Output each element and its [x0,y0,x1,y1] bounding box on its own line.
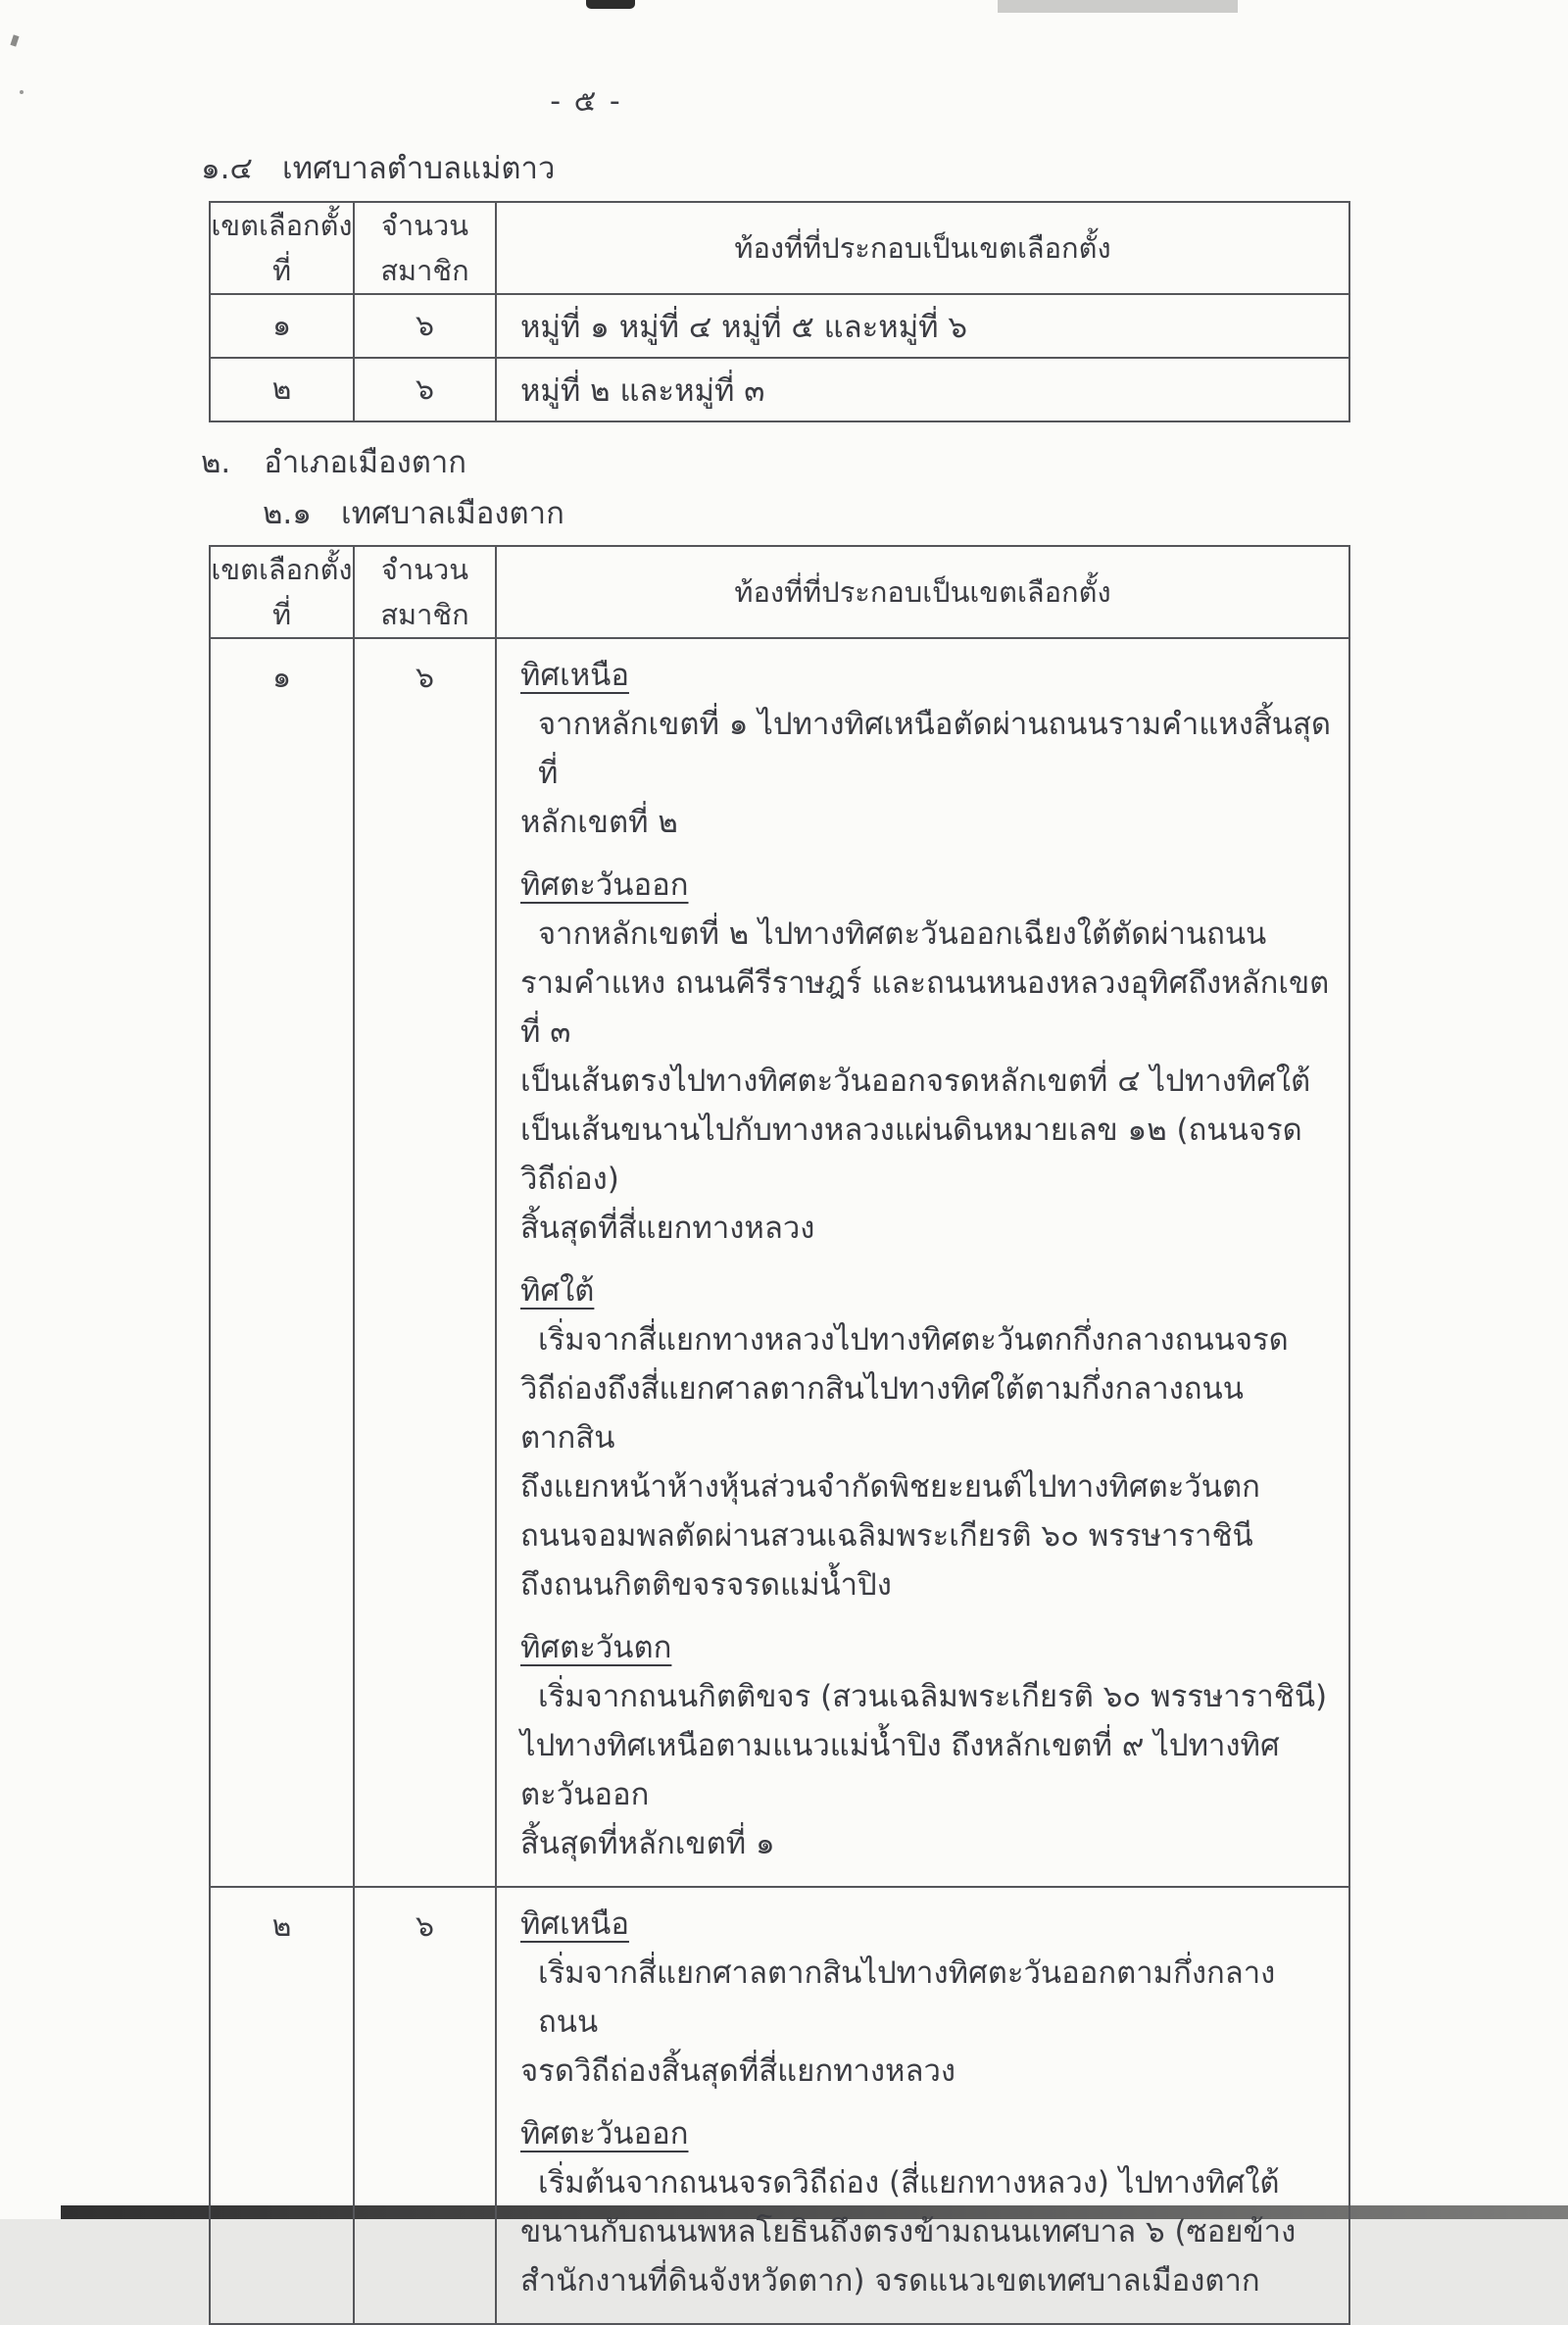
election-table-maetao [209,201,1350,422]
col-header-district: เขตเลือกตั้งที่ [210,202,354,294]
section-heading-1-4 [201,143,555,192]
boundary-line: หลักเขตที่ ๒ [520,805,678,840]
boundary-line: ถึงแยกหน้าห้างหุ้นส่วนจำกัดพิชยะยนต์ไปทางทิศตะวันตก [520,1469,1260,1505]
boundary-line: ขนานกับถนนพหลโยธินถึงตรงข้ามถนนเทศบาล ๖ (ซอยข้าง [520,2214,1297,2250]
table-row [210,358,1349,421]
boundary-line: สิ้นสุดที่สี่แยกทางหลวง [520,1211,815,1246]
scan-artifact-left-tick [10,34,19,46]
boundary-line: สำนักงานที่ดินจังหวัดตาก) จรดแนวเขตเทศบาลเมืองตาก [520,2263,1260,2299]
member-count: ๖ [354,638,496,1887]
boundary-line: เริ่มจากสี่แยกทางหลวงไปทางทิศตะวันตกกึ่งกลางถนนจรด [538,1322,1289,1358]
boundary-heading: ทิศเหนือ [520,1906,629,1942]
boundary-heading: ทิศเหนือ [520,658,629,693]
boundary-heading: ทิศตะวันออก [520,867,689,903]
section-number: ๑.๔ [201,151,253,186]
table-row-district-2 [210,1887,1349,2324]
col-header-members: จำนวนสมาชิก [354,546,496,638]
section-title: อำเภอเมืองตาก [264,445,467,480]
boundary-description [496,1887,1349,2324]
col-header-area: ท้องที่ที่ประกอบเป็นเขตเลือกตั้ง [496,546,1349,638]
section-title: เทศบาลตำบลแม่ตาว [282,151,556,186]
boundary-section-north [520,651,1333,847]
section-heading-2 [201,437,466,486]
district-number: ๑ [210,638,354,1887]
district-number: ๑ [210,294,354,358]
boundary-heading: ทิศใต้ [520,1273,595,1309]
boundary-line: เริ่มจากถนนกิตติขจร (สวนเฉลิมพระเกียรติ ๖๐ พรรษาราชินี) [538,1679,1328,1714]
scan-artifact-top-shade [998,0,1238,13]
section-number: ๒.๑ [263,496,312,531]
district-number: ๒ [210,358,354,421]
section-number: ๒. [201,445,231,480]
table-header-row [210,202,1349,294]
col-header-members: จำนวนสมาชิก [354,202,496,294]
col-header-area: ท้องที่ที่ประกอบเป็นเขตเลือกตั้ง [496,202,1349,294]
boundary-line: รามคำแหง ถนนคีรีราษฎร์ และถนนหนองหลวงอุทิศถึงหลักเขตที่ ๓ [520,965,1330,1050]
member-count: ๖ [354,294,496,358]
boundary-line: จรดวิถีถ่องสิ้นสุดที่สี่แยกทางหลวง [520,2053,956,2089]
boundary-heading: ทิศตะวันออก [520,2116,689,2152]
boundary-line: เริ่มต้นจากถนนจรดวิถีถ่อง (สี่แยกทางหลวง) ไปทางทิศใต้ [538,2165,1280,2201]
election-table-mueangtak [209,545,1350,2325]
boundary-line: จากหลักเขตที่ ๒ ไปทางทิศตะวันออกเฉียงใต้ตัดผ่านถนน [538,916,1267,952]
boundary-line: สิ้นสุดที่หลักเขตที่ ๑ [520,1826,775,1861]
boundary-line: ถนนจอมพลตัดผ่านสวนเฉลิมพระเกียรติ ๖๐ พรรษาราชินี [520,1518,1253,1554]
area-description: หมู่ที่ ๒ และหมู่ที่ ๓ [496,358,1349,421]
boundary-section-north [520,1900,1333,2096]
boundary-heading: ทิศตะวันตก [520,1630,672,1665]
boundary-line: เป็นเส้นตรงไปทางทิศตะวันออกจรดหลักเขตที่ ๔ ไปทางทิศใต้ [520,1064,1311,1099]
boundary-line: เป็นเส้นขนานไปกับทางหลวงแผ่นดินหมายเลข ๑๒ (ถนนจรดวิถีถ่อง) [520,1113,1302,1197]
member-count: ๖ [354,358,496,421]
scan-artifact-top-blob [586,0,635,9]
area-description: หมู่ที่ ๑ หมู่ที่ ๔ หมู่ที่ ๕ และหมู่ที่ ๖ [496,294,1349,358]
section-heading-2-1 [263,488,564,537]
scan-artifact-left-dot [20,90,24,94]
boundary-line: ถึงถนนกิตติขจรจรดแม่น้ำปิง [520,1567,892,1603]
page-number: - ๕ - [550,84,622,119]
section-title: เทศบาลเมืองตาก [340,496,564,531]
boundary-line: เริ่มจากสี่แยกศาลตากสินไปทางทิศตะวันออกตามกึ่งกลางถนน [538,1955,1276,2040]
boundary-section-east [520,2109,1333,2305]
boundary-description [496,638,1349,1887]
boundary-line: วิถีถ่องถึงสี่แยกศาลตากสินไปทางทิศใต้ตามกึ่งกลางถนนตากสิน [520,1371,1244,1456]
boundary-section-east [520,861,1333,1253]
member-count: ๖ [354,1887,496,2324]
boundary-line: จากหลักเขตที่ ๑ ไปทางทิศเหนือตัดผ่านถนนรามคำแหงสิ้นสุดที่ [538,707,1332,791]
district-number: ๒ [210,1887,354,2324]
table-header-row [210,546,1349,638]
table-row [210,294,1349,358]
col-header-district: เขตเลือกตั้งที่ [210,546,354,638]
boundary-section-south [520,1266,1333,1609]
boundary-section-west [520,1623,1333,1868]
boundary-line: ไปทางทิศเหนือตามแนวแม่น้ำปิง ถึงหลักเขตที่ ๙ ไปทางทิศตะวันออก [520,1728,1280,1812]
table-row-district-1 [210,638,1349,1887]
